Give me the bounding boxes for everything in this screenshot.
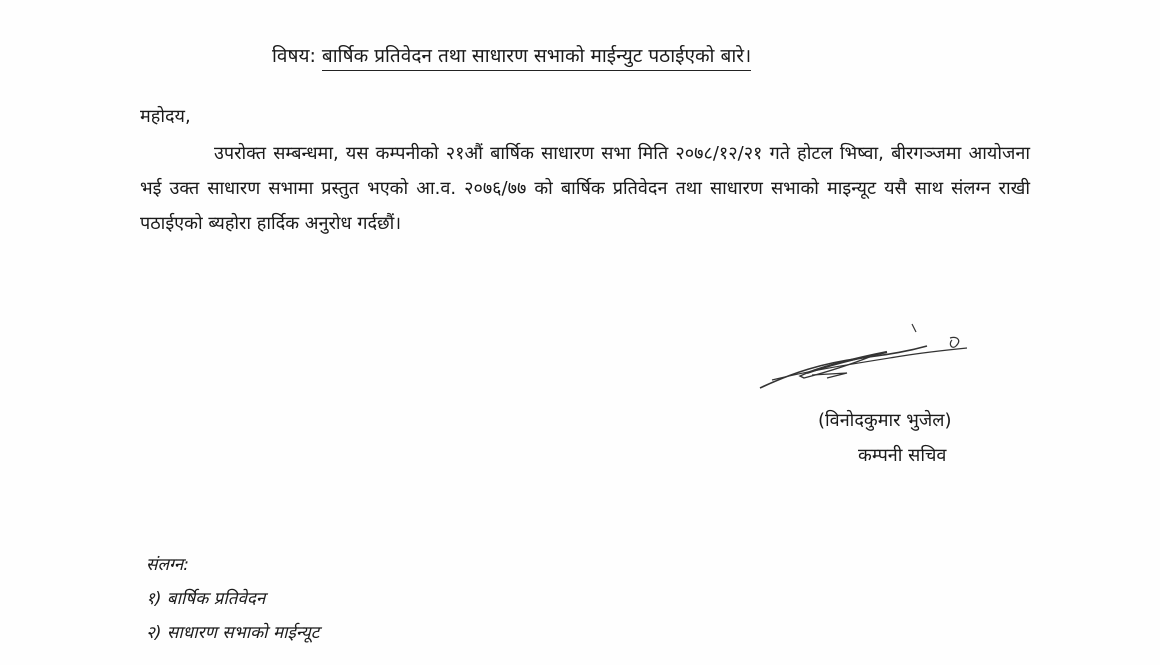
subject-prefix: विषय:: [272, 45, 316, 67]
enclosure-item: २) साधारण सभाको माईन्यूट: [146, 623, 320, 643]
body-paragraph: उपरोक्त सम्बन्धमा, यस कम्पनीको २१औं बार्षिक साधारण सभा मिति २०७८/१२/२१ गते होटल भिष्वा, बीरगञ्जमा आयोजना भई उक्त साधारण सभामा प्रस्तुत भएको आ.व. २०७६/७७ को बार्षिक प्रतिवेदन तथा साधारण सभाको माइन्यूट यसै साथ संलग्न राखी पठाईएको ब्यहोरा हार्दिक अनुरोध गर्दछौं।: [140, 143, 1030, 234]
enclosure-label: संलग्न:: [146, 555, 189, 575]
signer-title: कम्पनी सचिव: [858, 445, 947, 466]
signer-name: (विनोदकुमार भुजेल): [818, 410, 952, 431]
subject-line: [272, 42, 751, 68]
subject-text: बार्षिक प्रतिवेदन तथा साधारण सभाको माईन्युट पठाईएको बारे।: [322, 45, 751, 71]
enclosure-block: [146, 548, 319, 650]
salutation: महोदय,: [140, 106, 191, 127]
enclosure-item: १) बार्षिक प्रतिवेदन: [146, 589, 266, 609]
signature: [752, 318, 992, 398]
